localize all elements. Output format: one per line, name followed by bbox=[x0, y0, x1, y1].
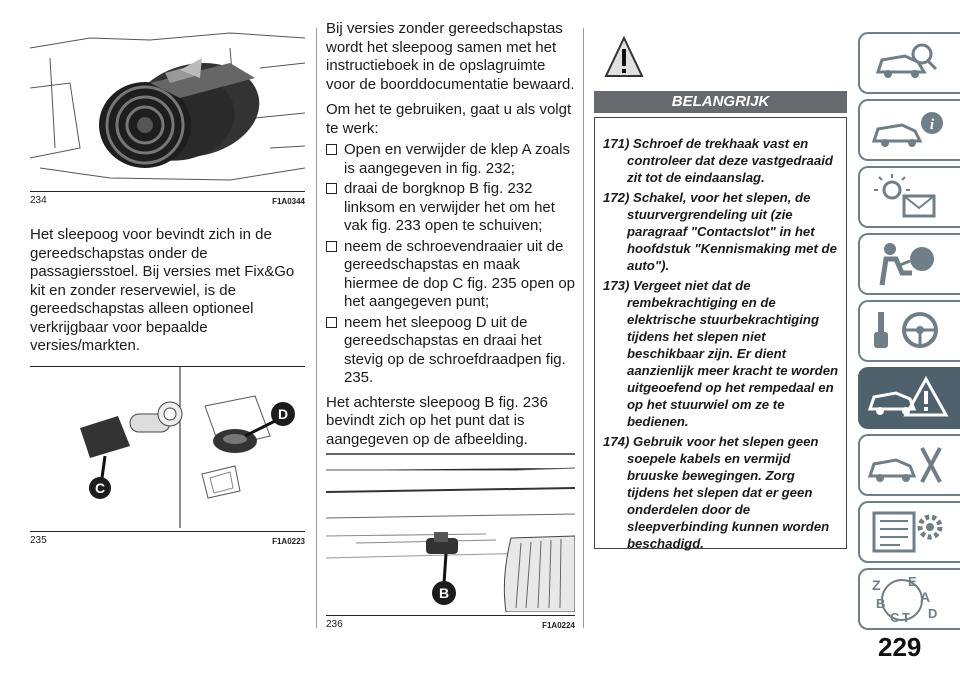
side-tab-warning-lights[interactable] bbox=[858, 166, 960, 228]
usage-paragraph: Om het te gebruiken, gaat u als volgt te werk: bbox=[326, 101, 572, 137]
figure-234 bbox=[30, 28, 305, 206]
figure-number: 236 bbox=[326, 619, 343, 630]
step-item bbox=[326, 314, 576, 388]
column-divider bbox=[583, 28, 584, 628]
figure-caption-bar bbox=[30, 531, 305, 546]
figure-236 bbox=[326, 448, 575, 630]
airbag-icon bbox=[860, 235, 960, 293]
checkbox-bullet-icon bbox=[326, 183, 337, 194]
column-divider bbox=[316, 28, 317, 628]
side-tab-breakdown[interactable] bbox=[858, 367, 960, 429]
index-letter: T bbox=[902, 610, 910, 625]
warning-title: BELANGRIJK bbox=[594, 91, 847, 113]
rear-tow-eye-paragraph: Het achterste sleepoog B fig. 236 bevindt zich op het punt dat is aangegeven op de afbeelding. bbox=[326, 393, 548, 448]
warning-note: 173) Vergeet niet dat de rembekrachtiging en de elektrische stuurbekrachtiging tijdens het slepen niet beschikbaar zijn. Er dient aanzienlijk meer kracht te worden uitgeoefend op het rempedaal en op het stuurwiel om ze te bedienen. bbox=[603, 278, 839, 429]
checkbox-bullet-icon bbox=[326, 317, 337, 328]
callout-c: C bbox=[94, 480, 106, 496]
warning-note: 171) Schroef de trekhaak vast en controleer dat deze vastgedraaid zit tot de eindaanslag. bbox=[603, 136, 833, 185]
figure-235 bbox=[30, 366, 305, 546]
index-letter: A bbox=[920, 589, 931, 605]
figure-code: F1A0224 bbox=[542, 621, 575, 630]
rear-tow-eye-illustration bbox=[326, 448, 575, 612]
side-tab-steering-key[interactable] bbox=[858, 300, 960, 362]
specs-gear-icon bbox=[860, 503, 960, 561]
figure-code: F1A0344 bbox=[272, 197, 305, 206]
warning-triangle-icon bbox=[604, 36, 644, 80]
index-letter: B bbox=[876, 596, 886, 611]
step-text: draai de borgknop B fig. 232 linksom en verwijder het om het vak fig. 233 open te schuiven; bbox=[344, 180, 555, 234]
step-text: neem de schroevendraaier uit de gereedschapstas en maak hiermee de dop C fig. 235 open op het aangegeven punt; bbox=[344, 237, 575, 310]
car-info-icon bbox=[860, 101, 960, 159]
step-text: neem het sleepoog D uit de gereedschapstas en draai het stevig op de schroefdraadpen fig. 235. bbox=[344, 313, 566, 386]
warning-note: 172) Schakel, voor het slepen, de stuurvergrendeling uit (zie paragraaf "Contactslot" in het hoofdstuk "Kennismaking met de auto"). bbox=[603, 190, 837, 273]
front-tow-eye-paragraph: Het sleepoog voor bevindt zich in de gereedschapstas onder de passagiersstoel. Bij versies met Fix&Go kit en zonder reservewiel, is de gereedschapstas alleen optioneel verkrijgbaar voor bepaalde versies/markten. bbox=[30, 226, 295, 354]
side-tab-maintenance[interactable] bbox=[858, 434, 960, 496]
figure-caption-bar bbox=[326, 615, 575, 630]
step-item bbox=[326, 238, 576, 312]
checkbox-bullet-icon bbox=[326, 241, 337, 252]
figure-number: 234 bbox=[30, 195, 47, 206]
warning-note: 174) Gebruik voor het slepen geen soepele kabels en vermijd bruuske bewegingen. Zorg tijdens het slepen dat er geen onderdelen door de sleepverbinding kunnen worden beschadigd. bbox=[603, 434, 830, 551]
index-letter: D bbox=[928, 606, 938, 621]
index-letter: E bbox=[908, 574, 917, 589]
step-text: Open en verwijder de klep A zoals is aangegeven in fig. 232; bbox=[344, 141, 570, 177]
car-maintenance-icon bbox=[860, 436, 960, 494]
figure-number: 235 bbox=[30, 535, 47, 546]
step-item bbox=[326, 180, 576, 236]
side-tab-airbag[interactable] bbox=[858, 233, 960, 295]
index-letter: Z bbox=[872, 577, 881, 593]
rolled-mat-illustration bbox=[30, 28, 305, 188]
warning-box bbox=[594, 117, 847, 549]
figure-caption-bar bbox=[30, 191, 305, 206]
intro-paragraph: Bij versies zonder gereedschapstas wordt het sleepoog samen met het instructieboek in de opslagruimte voor de boorddocumentatie bewaard. bbox=[326, 20, 575, 93]
side-tab-index[interactable] bbox=[858, 568, 960, 630]
car-breakdown-icon bbox=[860, 369, 960, 427]
alphabet-index-icon bbox=[860, 570, 960, 628]
middle-text-column bbox=[326, 20, 576, 449]
steering-key-icon bbox=[860, 302, 960, 360]
car-search-icon bbox=[860, 34, 960, 92]
step-item bbox=[326, 141, 576, 178]
side-tab-car-search[interactable] bbox=[858, 32, 960, 94]
figure-code: F1A0223 bbox=[272, 537, 305, 546]
index-letter: C bbox=[890, 610, 900, 625]
callout-d: D bbox=[277, 406, 289, 422]
side-tab-car-info[interactable] bbox=[858, 99, 960, 161]
warning-lights-icon bbox=[860, 168, 960, 226]
checkbox-bullet-icon bbox=[326, 144, 337, 155]
page-number: 229 bbox=[878, 632, 922, 662]
callout-b: B bbox=[438, 585, 450, 601]
side-tab-specs[interactable] bbox=[858, 501, 960, 563]
svg-text:i: i bbox=[929, 117, 935, 133]
left-text-column bbox=[30, 226, 306, 356]
tow-eye-cap-illustration bbox=[30, 366, 305, 528]
